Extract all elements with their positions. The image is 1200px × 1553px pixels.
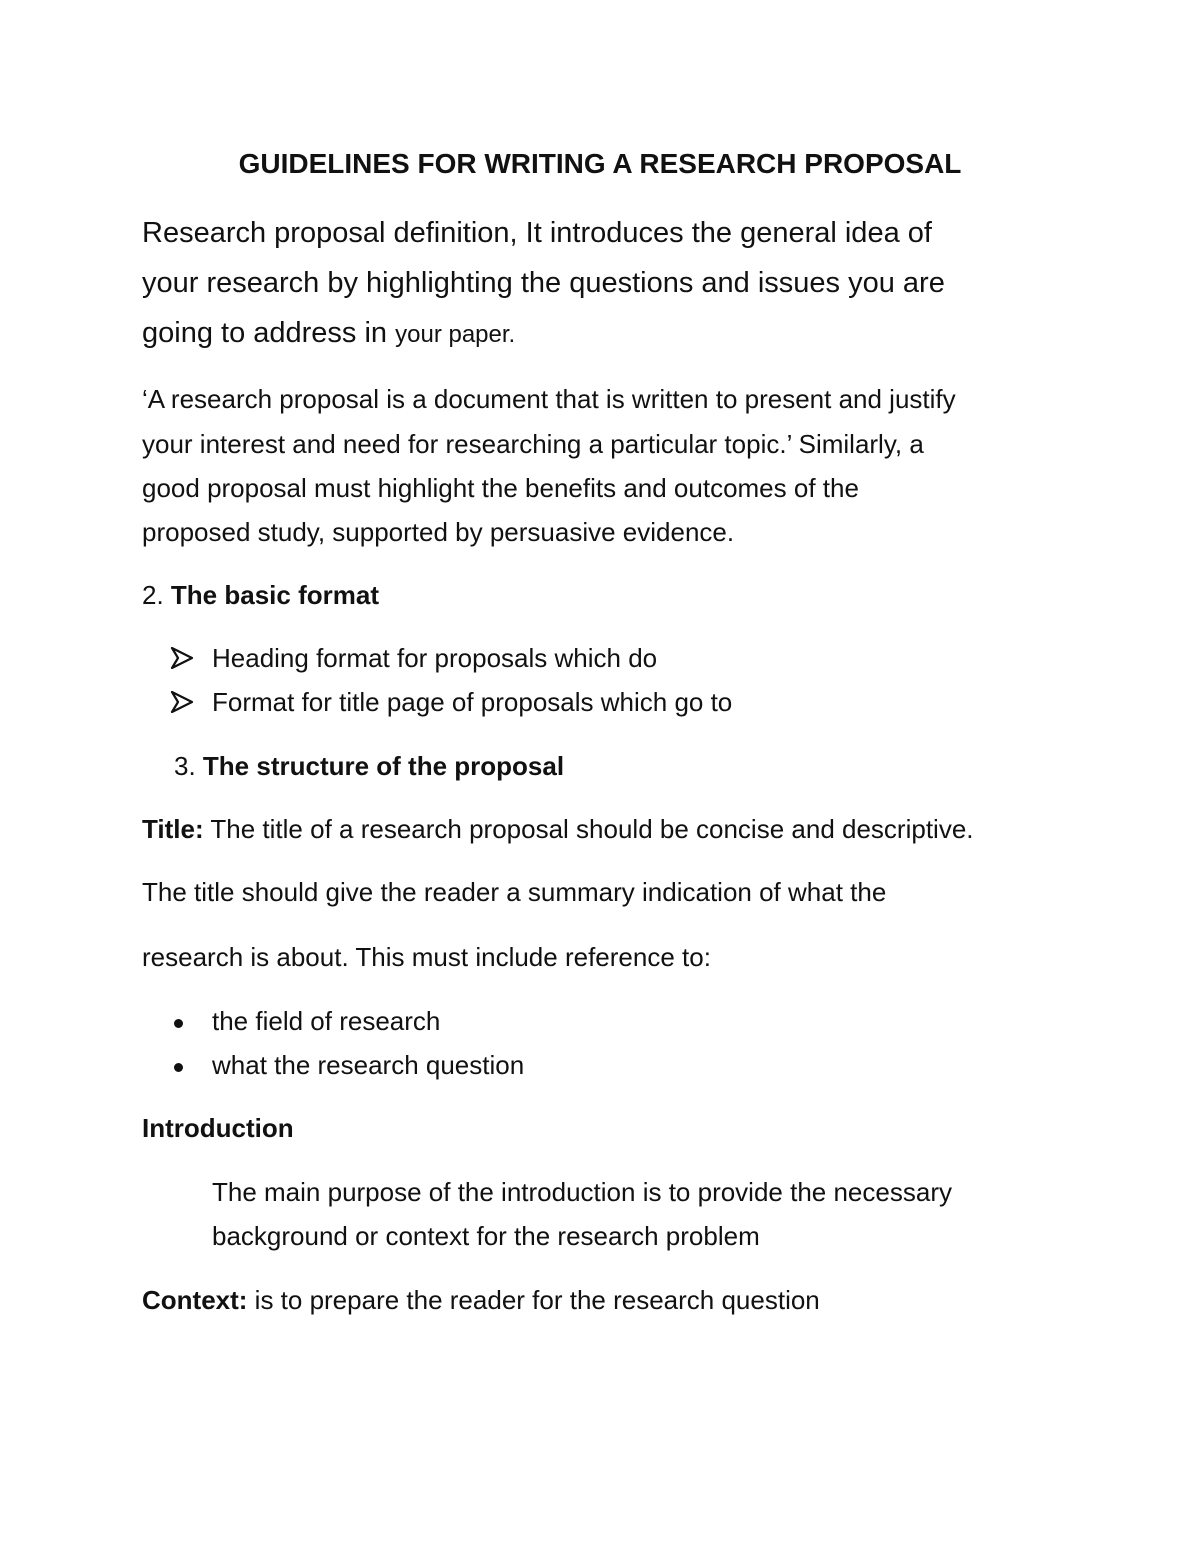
title-item-2: what the research question [212,1050,525,1080]
format-item-2: Format for title page of proposals which go to [212,687,733,717]
section-2-title: The basic format [170,580,379,610]
quote-line-2: your interest and need for researching a particular topic.’ Similarly, a [142,429,924,459]
quote-line-1: ‘A research proposal is a document that is written to present and justify [142,384,956,414]
definition-line-3 [142,315,515,353]
definition-line-3-main: going to address in [142,317,396,349]
definition-line-3-tail: your paper. [395,321,516,348]
title-para-line-3: research is about. This must include reference to: [142,942,711,972]
section-2-number: 2. [142,580,171,610]
section-3-number: 3. [174,751,203,781]
introduction-line-2: background or context for the research problem [212,1221,760,1251]
title-para-line-2: The title should give the reader a summary indication of what the [142,877,887,907]
context-text: is to prepare the reader for the research question [247,1285,820,1315]
section-3-heading [174,750,564,782]
arrow-bullet-icon [170,644,212,676]
format-item-1: Heading format for proposals which do [212,643,658,673]
title-label: Title: [142,814,204,844]
quote-line-3: good proposal must highlight the benefits and outcomes of the [142,473,859,503]
introduction-heading: Introduction [142,1113,294,1143]
title-item-1: the field of research [212,1006,441,1036]
section-2-heading [142,579,379,611]
arrow-bullet-icon [170,688,212,720]
list-item [170,686,732,720]
list-item [170,1049,524,1081]
definition-line-2: your research by highlighting the questions and issues you are [142,267,945,299]
title-para-line-1 [142,813,974,845]
introduction-line-1: The main purpose of the introduction is to provide the necessary [212,1177,952,1207]
dot-bullet-icon [170,1005,212,1037]
context-line [142,1284,820,1316]
definition-line-1: Research proposal definition, It introduces the general idea of [142,217,932,249]
context-label: Context: [142,1285,248,1315]
quote-line-4: proposed study, supported by persuasive evidence. [142,517,735,547]
list-item [170,1005,440,1037]
list-item [170,642,657,676]
dot-bullet-icon [170,1049,212,1081]
section-3-title: The structure of the proposal [202,751,565,781]
title-para-text-1: The title of a research proposal should be concise and descriptive. [203,814,974,844]
page-title: GUIDELINES FOR WRITING A RESEARCH PROPOSAL [238,148,962,179]
